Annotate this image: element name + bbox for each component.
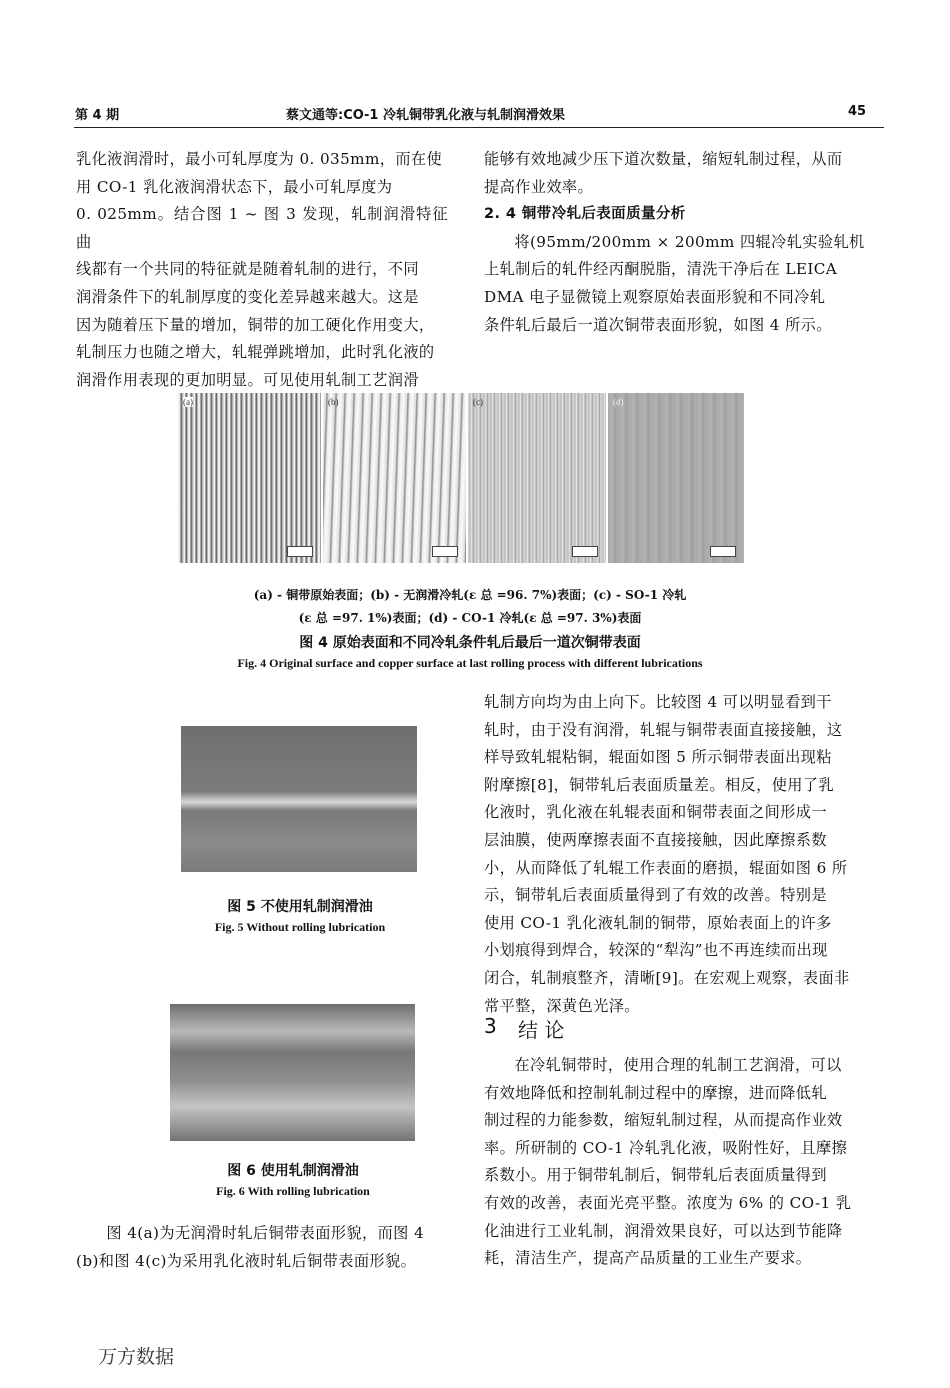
left-column-top	[76, 146, 448, 394]
text-line: 在冷轧铜带时，使用合理的轧制工艺润滑，可以	[514, 1056, 842, 1074]
figure-6-caption-zh: 图 6 使用轧制润滑油	[227, 1163, 359, 1179]
text-line: 轧制压力也随之增大，轧辊弹跳增加，此时乳化液的	[76, 343, 435, 362]
text-line: 闭合，轧制痕整齐，清晰[9]。在宏观上观察，表面非	[484, 968, 850, 987]
scale-bar	[572, 546, 598, 557]
figure-4-caption-zh: 图 4 原始表面和不同冷轧条件轧后最后一道次铜带表面	[299, 635, 641, 651]
text-line: (b)和图 4(c)为采用乳化液时轧后铜带表面形貌。	[76, 1251, 417, 1270]
text-line: 轧制方向均为由上向下。比较图 4 可以明显看到干	[484, 693, 832, 711]
text-line: 乳化液润滑时，最小可轧厚度为 0. 035mm，而在使	[76, 150, 443, 168]
micrograph-panel-c	[468, 393, 606, 563]
page-number: 45	[848, 104, 867, 119]
text-line: 用 CO-1 乳化液润滑状态下，最小可轧厚度为	[76, 177, 393, 196]
running-title: 蔡文通等:CO-1 冷轧铜带乳化液与轧制润滑效果	[286, 108, 565, 123]
micrograph-panel-d	[608, 393, 744, 563]
text-line: 率。所研制的 CO-1 冷轧乳化液，吸附性好，且摩擦	[484, 1138, 848, 1157]
text-line: 线都有一个共同的特征就是随着轧制的进行，不同	[76, 260, 419, 279]
panel-label-a: (a)	[183, 397, 193, 407]
text-line: 因为随着压下量的增加，铜带的加工硬化作用变大，	[76, 315, 435, 334]
figure-5-caption-zh: 图 5 不使用轧制润滑油	[227, 899, 373, 915]
panel-label-d: (d)	[613, 397, 624, 407]
text-line: 小，从而降低了轧辊工作表面的磨损，辊面如图 6 所	[484, 858, 848, 877]
figure-4-subcaption-1: (a) - 铜带原始表面；(b) - 无润滑冷轧(ε 总 =96. 7%)表面；(c) - SO-1 冷轧	[253, 588, 687, 602]
text-line: 附摩擦[8]，铜带轧后表面质量差。相反，使用了乳	[484, 775, 835, 794]
left-column-bottom	[76, 1220, 448, 1275]
text-line: 上轧制后的轧件经丙酮脱脂，清洗干净后在 LEICA	[484, 260, 838, 279]
right-column-top	[484, 146, 876, 339]
panel-label-c: (c)	[473, 397, 483, 407]
text-line: 常平整，深黄色光泽。	[484, 996, 640, 1015]
text-line: 条件轧后最后一道次铜带表面形貌，如图 4 所示。	[484, 315, 832, 334]
section-3-number: 3	[484, 1014, 497, 1038]
text-line: DMA 电子显微镜上观察原始表面形貌和不同冷轧	[484, 287, 826, 306]
text-line: 有效地降低和控制轧制过程中的摩擦，进而降低轧	[484, 1083, 827, 1102]
micrograph-panel-b	[323, 393, 466, 563]
text-line: 润滑作用表现的更加明显。可见使用轧制工艺润滑	[76, 370, 419, 389]
figure-6-caption-en: Fig. 6 With rolling lubrication	[216, 1184, 370, 1198]
section-heading-2-4: 2. 4 铜带冷轧后表面质量分析	[484, 206, 686, 223]
watermark-text: 万方数据	[98, 1346, 175, 1368]
text-line: 耗，清洁生产，提高产品质量的工业生产要求。	[484, 1249, 812, 1268]
header-rule	[74, 127, 884, 128]
scale-bar	[432, 546, 458, 557]
text-line: 化液时，乳化液在轧辊表面和铜带表面之间形成一	[484, 803, 827, 822]
panel-label-b: (b)	[328, 397, 339, 407]
figure-5-caption-en: Fig. 5 Without rolling lubrication	[214, 920, 386, 934]
text-line: 轧时，由于没有润滑，轧辊与铜带表面直接接触，这	[484, 720, 843, 739]
scale-bar	[287, 546, 313, 557]
figure-6-image	[170, 1004, 415, 1141]
figure-4	[178, 393, 744, 563]
conclusion-paragraph	[484, 1052, 876, 1273]
text-line: 系数小。用于铜带轧制后，铜带轧后表面质量得到	[484, 1166, 827, 1185]
figure-4-caption-en: Fig. 4 Original surface and copper surface at last rolling process with different lubrications	[237, 656, 703, 670]
micrograph-panel-a	[178, 393, 321, 563]
text-line: 使用 CO-1 乳化液轧制的铜带，原始表面上的许多	[484, 913, 832, 932]
text-line: 图 4(a)为无润滑时轧后铜带表面形貌，而图 4	[106, 1224, 425, 1242]
text-line: 能够有效地减少压下道次数量，缩短轧制过程，从而	[484, 150, 843, 168]
right-column-bottom	[484, 689, 876, 1020]
text-line: 样导致轧辊粘铜，辊面如图 5 所示铜带表面出现粘	[484, 748, 832, 767]
text-line: 层油膜，使两摩擦表面不直接接触，因此摩擦系数	[484, 830, 827, 849]
text-line: 小划痕得到焊合，较深的“犁沟”也不再连续而出现	[484, 941, 828, 960]
text-line: 制过程的力能参数，缩短轧制过程，从而提高作业效	[484, 1111, 843, 1130]
issue-number: 第 4 期	[75, 108, 120, 123]
text-line: 化油进行工业轧制，润滑效果良好，可以达到节能降	[484, 1221, 843, 1240]
figure-5-image	[181, 726, 417, 872]
text-line: 示，铜带轧后表面质量得到了有效的改善。特别是	[484, 886, 827, 905]
scale-bar	[710, 546, 736, 557]
text-line: 润滑条件下的轧制厚度的变化差异越来越大。这是	[76, 287, 419, 306]
text-line: 提高作业效率。	[484, 177, 594, 196]
text-line: 0. 025mm。结合图 1 ~ 图 3 发现，轧制润滑特征曲	[76, 205, 448, 251]
figure-4-subcaption-2: (ε 总 =97. 1%)表面；(d) - CO-1 冷轧(ε 总 =97. 3%)表面	[298, 611, 642, 625]
section-3-title: 结 论	[518, 1018, 565, 1042]
text-line: 将(95mm/200mm × 200mm 四辊冷轧实验轧机	[514, 232, 865, 251]
text-line: 有效的改善，表面光亮平整。浓度为 6% 的 CO-1 乳	[484, 1193, 852, 1212]
